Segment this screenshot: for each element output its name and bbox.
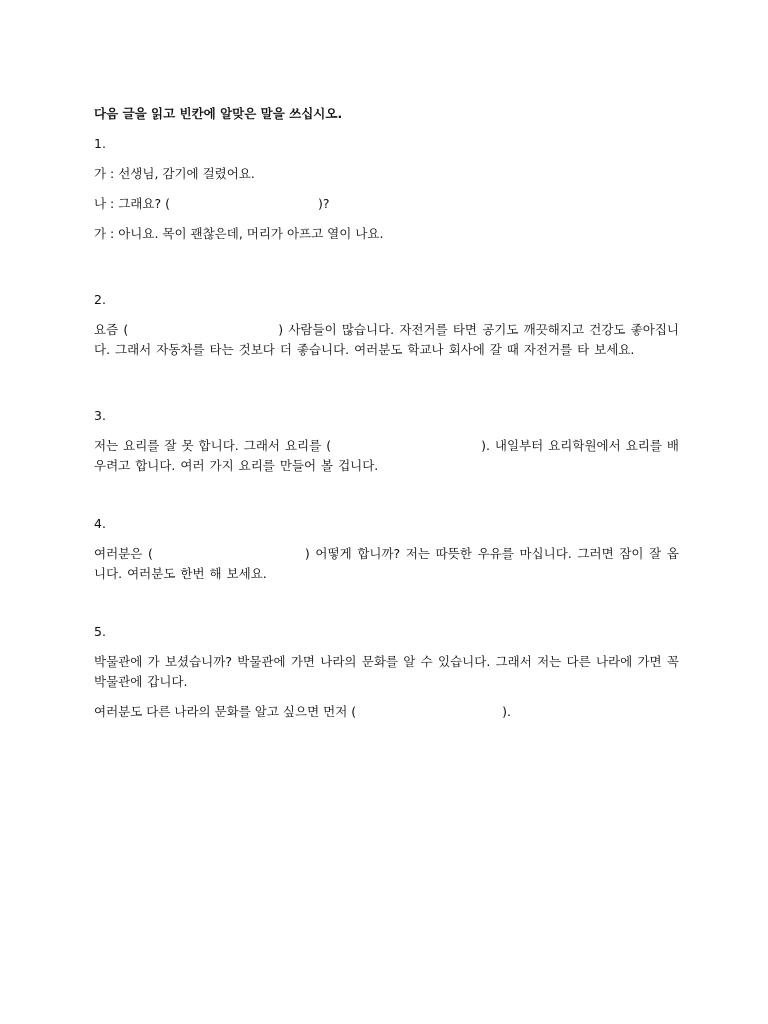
text-after-blank: ) 어떻게 합니까? 저는 따뜻한 우유를 마십니다. 그러면 잠이 잘 옵니다. 여러분도 한번 해 보세요. (94, 546, 679, 581)
question-number: 3. (94, 408, 106, 423)
question-number: 2. (94, 292, 106, 307)
dialogue-line-2 (94, 194, 679, 214)
dialogue-text-before-blank: 나 : 그래요? ( (94, 196, 170, 211)
answer-blank-4[interactable] (153, 544, 305, 564)
text-after-blank: ). 내일부터 요리학원에서 요리를 배우려고 합니다. 여러 가지 요리를 만들어 볼 겁니다. (94, 438, 679, 473)
worksheet (94, 104, 679, 768)
question-5 (94, 622, 679, 722)
dialogue-line-3: 가 : 아니요. 목이 괜찮은데, 머리가 아프고 열이 나요. (94, 226, 384, 241)
text-before-blank: 여러분도 다른 나라의 문화를 알고 싶으면 먼저 ( (94, 704, 357, 719)
question-number: 1. (94, 136, 106, 151)
answer-blank-3[interactable] (331, 436, 481, 456)
worksheet-title: 다음 글을 읽고 빈칸에 알맞은 말을 쓰십시오. (94, 106, 343, 121)
text-before-blank: 요즘 ( (94, 322, 129, 337)
question-1 (94, 134, 679, 244)
question-paragraph (94, 436, 679, 476)
question-sentence (94, 702, 679, 722)
text-before-blank: 저는 요리를 잘 못 합니다. 그래서 요리를 ( (94, 438, 332, 453)
question-number: 5. (94, 624, 106, 639)
question-4 (94, 514, 679, 584)
dialogue-text-after-blank: )? (317, 196, 330, 211)
question-3 (94, 406, 679, 476)
text-after-blank: ) 사람들이 많습니다. 자전거를 타면 공기도 깨끗해지고 건강도 좋아집니다. 그래서 자동차를 타는 것보다 더 좋습니다. 여러분도 학교나 회사에 갈 때 자전거를 타 보세요. (94, 322, 679, 357)
question-paragraph (94, 320, 679, 360)
text-before-blank: 여러분은 ( (94, 546, 153, 561)
text-after-blank: ). (502, 704, 511, 719)
question-number: 4. (94, 516, 106, 531)
answer-blank-5[interactable] (356, 702, 502, 722)
answer-blank-2[interactable] (128, 320, 278, 340)
answer-blank-1[interactable] (170, 194, 318, 214)
question-2 (94, 290, 679, 360)
dialogue-line-1: 가 : 선생님, 감기에 걸렸어요. (94, 166, 255, 181)
question-paragraph (94, 544, 679, 584)
question-paragraph: 박물관에 가 보셨습니까? 박물관에 가면 나라의 문화를 알 수 있습니다. 그래서 저는 다른 나라에 가면 꼭 박물관에 갑니다. (94, 654, 679, 689)
